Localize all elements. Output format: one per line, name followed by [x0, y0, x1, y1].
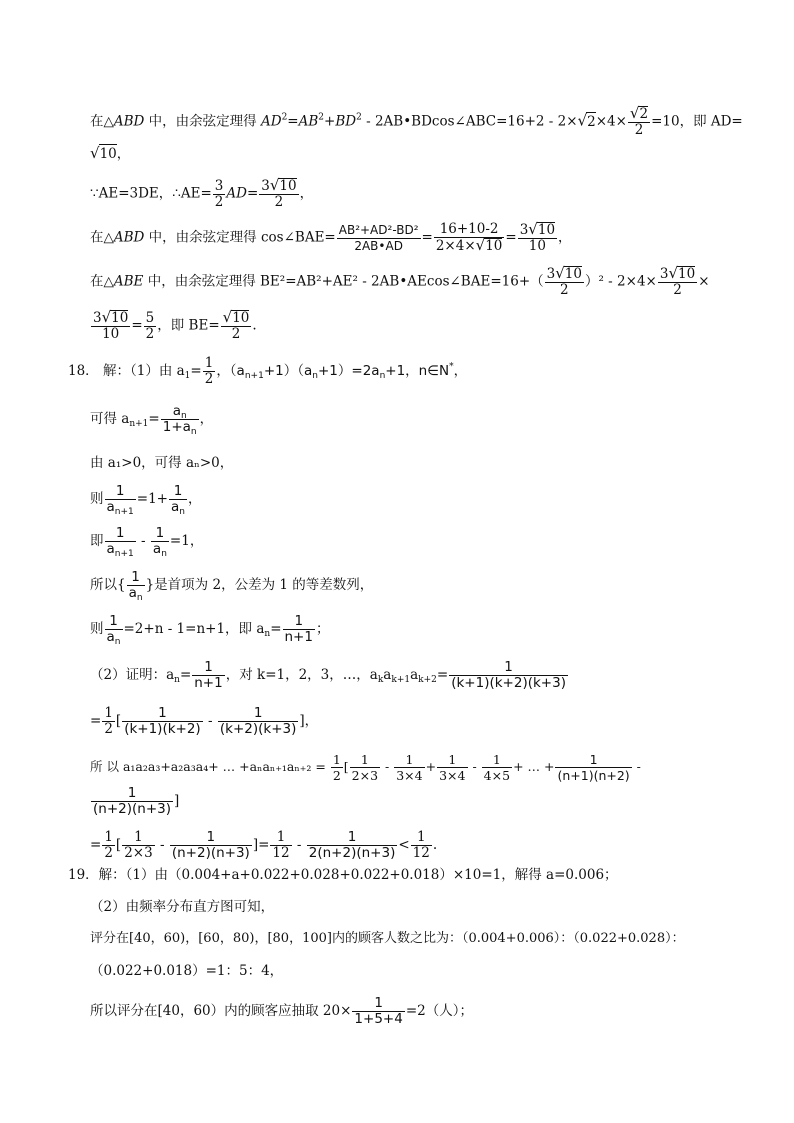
p18-line-s5: = $\frac{1}{2}$ [ $\frac{1}{2\times 3}$ - $\frac{1}{(n+2)(n+3)}$ ]= $\frac{1}{12}$ - $\frac{1}{2(n+2)(n+3)}$ < $\frac{1}{12}$ .	[90, 829, 438, 861]
p18-line-r2: 由 a₁>0，可得 aₙ>0，	[90, 455, 234, 471]
p18-line-s3: 所 以 a₁a₂a₃+a₂a₃a₄+ … +aₙaₙ₊₁aₙ₊₂ = $\frac{1}{2}$ [ $\frac{1}{2\times 3}$ - $\frac{1}{3\times 4}$ + $\frac{1}{3\times 4}$ - $\frac{1}{4\times 5}$ + … + $\frac{1}{(n+1)(n+2)}$ -	[90, 752, 641, 783]
p18-line-r5: 所以{ $\frac{1}{a_n}$ }是首项为 2，公差为 1 的等差数列，	[90, 569, 374, 603]
p18-line-r4: 即 $\frac{1}{a_{n+1}}$ - $\frac{1}{a_n}$ =1，	[90, 525, 204, 559]
p18-line-r6: 则 $\frac{1}{a_n}$ =2+n - 1=n+1，即 $a_n=$ $\frac{1}{n+1}$ ；	[90, 613, 330, 647]
p19-line-3: 评分在[40，60)，[60，80)，[80，100]内的顾客人数之比为：（0.004+0.006）：（0.022+0.028）：	[90, 931, 685, 946]
p18-header: 18． 解：（1）由 $a_1=$ $\frac{1}{2}$ ，$(a_{n+1}+1)(a_n+1)=2a_n+1$，n∈N*，	[68, 355, 468, 387]
p18-line-r3: 则 $\frac{1}{a_{n+1}}$ =1+ $\frac{1}{a_n}$ ，	[90, 483, 202, 517]
p17-line-3: ∵AE=3DE，∴AE= $\frac{3}{2}$ AD= $\frac{3√10}{2}$ ，	[90, 176, 314, 210]
p19-line-2: （2）由频率分布直方图可知，	[90, 899, 275, 915]
p17-line-1: 在△ABD 中，由余弦定理得 $AD^2=AB^2+BD^2$ - 2AB•BDcos∠ABC=16+2 - 2×√2×4× $\frac{√2}{2}$ =10，即 AD=	[90, 104, 743, 138]
p18-line-s4: $\frac{1}{(n+2)(n+3)}$ ]	[93, 785, 180, 817]
p19-line-4: （0.022+0.018）=1：5：4，	[90, 963, 284, 979]
p17-line-5: 在△ABE 中，由余弦定理得 BE²=AB²+AE² - 2AB•AEcos∠BAE=16+（ $\frac{3√10}{2}$ ）² - 2×4× $\frac{3√10}{2}$ ×	[90, 264, 710, 298]
p18-line-s1: （2）证明：$a_n=$ $\frac{1}{n+1}$ ，对 k=1，2，3，…，$a_ka_{k+1}a_{k+2}=$ $\frac{1}{(k+1)(k+2)(k+3)}$	[90, 659, 566, 691]
p18-line-s2: = $\frac{1}{2}$ [ $\frac{1}{(k+1)(k+2)}$ - $\frac{1}{(k+2)(k+3)}$ ]，	[90, 705, 319, 737]
p19-line-5: 所以评分在[40，60）内的顾客应抽取 20× $\frac{1}{1+5+4}$ =2（人）；	[90, 995, 473, 1027]
p18-line-r1: 可得 $a_{n+1}=$ $\frac{a_n}{1+a_n}$ ，	[90, 403, 214, 437]
p19-line-1: 19．解：（1）由（0.004+a+0.022+0.028+0.022+0.018）×10=1，解得 a=0.006；	[68, 867, 618, 883]
p17-line-6: $\frac{3√10}{10}$ = $\frac{5}{2}$ ，即 BE= $\frac{√10}{2}$ .	[93, 308, 257, 342]
fraction: $\frac{√2}{2}$	[629, 104, 649, 138]
p17-line-4: 在△ABD 中，由余弦定理得 cos∠BAE= $\frac{\text{AB²+AD²-BD²}}{2AB•AD}$ = $\frac{16+10-2}{2\times 4\times√10}$ = $\frac{3√10}{10}$ ，	[90, 220, 572, 254]
p17-line-2: √10，	[90, 144, 131, 162]
